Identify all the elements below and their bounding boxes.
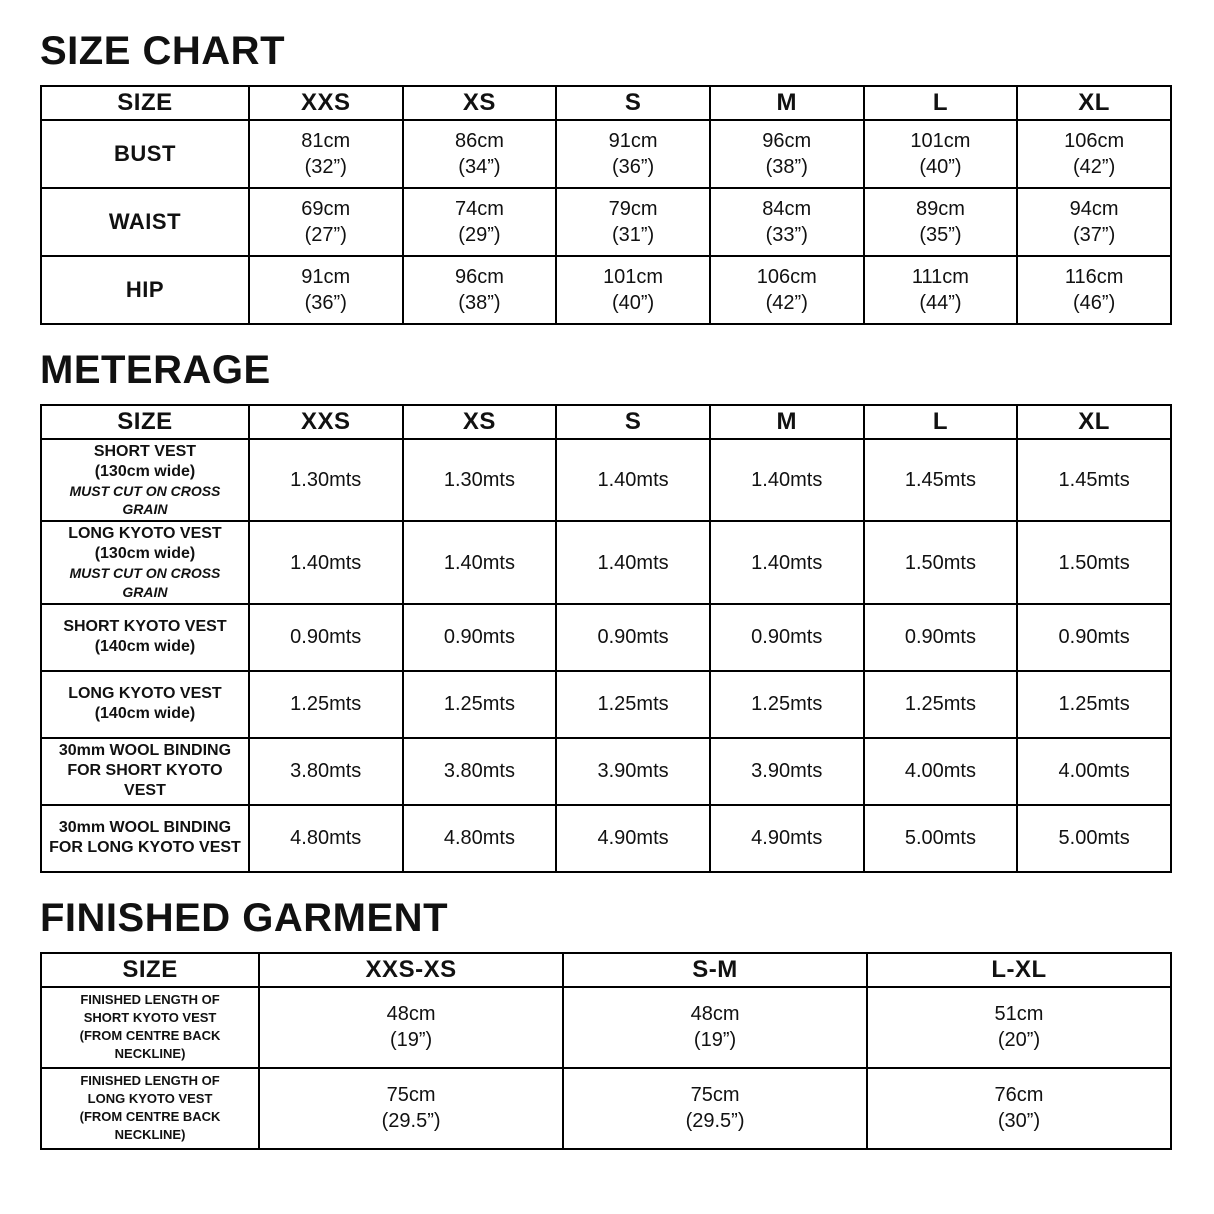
row-label-line: 30mm WOOL BINDING [58, 742, 232, 760]
table-cell [867, 1068, 1171, 1149]
cell-value-line: 1.30mts [290, 469, 362, 492]
cell-value-line: 1.40mts [597, 551, 669, 574]
table-cell [563, 1068, 867, 1149]
row-label-line: FINISHED LENGTH OF [80, 1072, 220, 1088]
table-cell [249, 738, 403, 805]
table-cell [563, 987, 867, 1068]
row-label-line: LONG KYOTO VEST [87, 1091, 213, 1107]
row-label-line: LONG KYOTO VEST [68, 685, 222, 703]
table-cell [556, 671, 710, 738]
table-row [41, 987, 1171, 1068]
column-header: M [710, 86, 864, 120]
cell-value-line: 84cm [762, 198, 812, 220]
cell-value-line: 4.90mts [597, 827, 669, 850]
row-label-line: (140cm wide) [94, 705, 196, 723]
cell-value-line: 101cm [910, 130, 971, 152]
cell-value-line: 1.45mts [904, 469, 976, 492]
meterage-title: METERAGE [40, 348, 271, 392]
meterage-section [40, 349, 1172, 873]
table-cell [710, 120, 864, 188]
table-row [41, 188, 1171, 256]
column-header: XL [1017, 405, 1171, 439]
cell-value-line: 0.90mts [1058, 626, 1130, 649]
row-label-line: FOR LONG KYOTO VEST [49, 839, 241, 857]
cell-value-line: 1.40mts [290, 551, 362, 574]
cell-value-line: 96cm [454, 266, 504, 288]
table-cell [864, 671, 1018, 738]
cell-value-line: 94cm [1069, 198, 1119, 220]
table-cell [710, 188, 864, 256]
row-label-line: (FROM CENTRE BACK NECKLINE) [79, 1028, 221, 1062]
cell-value-line: 1.50mts [904, 551, 976, 574]
cell-value-line: 89cm [915, 198, 965, 220]
table-cell [556, 805, 710, 872]
cell-value-line: 91cm [608, 130, 658, 152]
cell-value-line: 96cm [762, 130, 812, 152]
cell-value-line: 86cm [454, 130, 504, 152]
cell-value-line: (44”) [919, 292, 962, 314]
table-cell [403, 439, 557, 521]
cell-value-line: (32”) [304, 156, 347, 178]
column-header: M [710, 405, 864, 439]
cell-value-line: 1.40mts [443, 551, 515, 574]
row-label-line: (130cm wide) [94, 545, 196, 563]
cell-value-line: (40”) [611, 292, 655, 314]
row-label [41, 805, 249, 872]
row-label-line: SHORT KYOTO VEST [83, 1010, 217, 1026]
column-header: S-M [563, 953, 867, 987]
table-cell [867, 987, 1171, 1068]
column-header: S [556, 405, 710, 439]
cell-value-line: (36”) [611, 156, 655, 178]
meterage-table [40, 404, 1172, 873]
cell-value-line: (19”) [389, 1029, 433, 1052]
cell-value-line: (36”) [304, 292, 347, 314]
row-label [41, 521, 249, 603]
table-cell [1017, 521, 1171, 603]
cell-value-line: (40”) [919, 156, 962, 178]
cell-value-line: 1.25mts [597, 693, 669, 716]
table-cell [403, 256, 557, 324]
table-row [41, 120, 1171, 188]
table-cell [556, 439, 710, 521]
cell-value-line: 1.25mts [443, 693, 515, 716]
table-cell [556, 738, 710, 805]
table-cell [403, 671, 557, 738]
row-label [41, 256, 249, 324]
table-cell [1017, 120, 1171, 188]
column-header: L [864, 86, 1018, 120]
cell-value-line: 1.25mts [1058, 693, 1130, 716]
cell-value-line: 0.90mts [290, 626, 362, 649]
cell-value-line: (20”) [997, 1029, 1041, 1052]
finished-garment-title: FINISHED GARMENT [40, 895, 448, 940]
cell-value-line: (33”) [765, 224, 808, 246]
table-cell [864, 738, 1018, 805]
column-header: XXS [249, 86, 403, 120]
cell-value-line: 1.40mts [751, 469, 823, 492]
table-cell [249, 521, 403, 603]
row-label-line: BUST [114, 140, 176, 166]
table-row [41, 604, 1171, 671]
column-header: S [556, 86, 710, 120]
table-cell [1017, 671, 1171, 738]
row-label-line: HIP [125, 276, 165, 302]
row-label-line: LONG KYOTO VEST [68, 525, 222, 543]
cell-value-line: 69cm [301, 198, 351, 220]
cell-value-line: (29.5”) [381, 1110, 441, 1133]
cell-value-line: (29.5”) [685, 1110, 745, 1133]
cell-value-line: 106cm [756, 266, 817, 288]
table-cell [556, 521, 710, 603]
column-header: XXS-XS [259, 953, 563, 987]
size-chart-section [40, 30, 1172, 325]
cell-value-line: 4.00mts [1058, 760, 1130, 783]
cell-value-line: 0.90mts [443, 626, 515, 649]
size-chart-title: SIZE CHART [40, 29, 285, 73]
cell-value-line: 51cm [994, 1003, 1044, 1026]
cell-value-line: 3.80mts [443, 760, 515, 783]
table-cell [403, 805, 557, 872]
cell-value-line: 75cm [386, 1084, 436, 1107]
cell-value-line: 3.80mts [290, 760, 362, 783]
column-header: SIZE [41, 953, 259, 987]
cell-value-line: 116cm [1064, 266, 1124, 288]
cell-value-line: 4.00mts [904, 760, 976, 783]
cell-value-line: 79cm [608, 198, 658, 220]
row-label-line: SHORT KYOTO VEST [63, 618, 227, 636]
cell-value-line: (38”) [458, 292, 501, 314]
row-label-line: (130cm wide) [94, 463, 196, 480]
cell-value-line: 3.90mts [751, 760, 823, 783]
header-row [41, 86, 1171, 120]
cell-value-line: 75cm [690, 1084, 740, 1107]
table-cell [864, 805, 1018, 872]
header-row [41, 953, 1171, 987]
table-cell [710, 439, 864, 521]
cell-value-line: 106cm [1064, 130, 1125, 152]
table-row [41, 256, 1171, 324]
finished-garment-table [40, 952, 1172, 1150]
cell-value-line: 4.80mts [290, 827, 362, 850]
cell-value-line: (42”) [765, 292, 808, 314]
table-cell [249, 439, 403, 521]
cell-value-line: 0.90mts [597, 626, 669, 649]
table-cell [710, 256, 864, 324]
table-cell [710, 671, 864, 738]
cell-value-line: 4.90mts [751, 827, 823, 850]
table-cell [259, 1068, 563, 1149]
cell-value-line: (37”) [1073, 224, 1116, 246]
table-cell [249, 604, 403, 671]
cell-value-line: 0.90mts [751, 626, 823, 649]
cell-value-line: 101cm [603, 266, 664, 288]
cell-value-line: (34”) [458, 156, 501, 178]
cell-value-line: 5.00mts [1058, 827, 1130, 850]
cell-value-line: 1.30mts [443, 469, 515, 492]
table-cell [403, 120, 557, 188]
table-row [41, 671, 1171, 738]
cell-value-line: 4.80mts [443, 827, 515, 850]
finished-garment-section [40, 897, 1172, 1150]
cell-value-line: (38”) [765, 156, 808, 178]
cell-value-line: 48cm [690, 1003, 740, 1026]
table-cell [249, 256, 403, 324]
table-cell [403, 738, 557, 805]
cell-value-line: 3.90mts [597, 760, 669, 783]
cell-value-line: (31”) [611, 224, 655, 246]
table-row [41, 1068, 1171, 1149]
cell-value-line: (46”) [1073, 292, 1116, 314]
cell-value-line: 111cm [911, 266, 969, 288]
row-label-line: MUST CUT ON CROSS GRAIN [69, 565, 221, 600]
column-header: SIZE [41, 405, 249, 439]
cell-value-line: 1.25mts [751, 693, 823, 716]
cell-value-line: 48cm [386, 1003, 436, 1026]
table-cell [249, 120, 403, 188]
cell-value-line: 1.25mts [290, 693, 362, 716]
row-label [41, 987, 259, 1068]
table-cell [403, 188, 557, 256]
row-label-line: (FROM CENTRE BACK NECKLINE) [79, 1109, 221, 1143]
table-cell [403, 521, 557, 603]
table-cell [249, 188, 403, 256]
row-label [41, 738, 249, 805]
cell-value-line: 1.40mts [751, 551, 823, 574]
cell-value-line: 1.40mts [597, 469, 669, 492]
cell-value-line: 74cm [454, 198, 504, 220]
row-label [41, 604, 249, 671]
column-header: L-XL [867, 953, 1171, 987]
row-label-line: FINISHED LENGTH OF [80, 991, 220, 1007]
table-cell [864, 604, 1018, 671]
column-header: L [864, 405, 1018, 439]
table-row [41, 521, 1171, 603]
cell-value-line: (29”) [458, 224, 501, 246]
table-cell [864, 521, 1018, 603]
row-label-line: MUST CUT ON CROSS GRAIN [69, 483, 221, 518]
row-label-line: SHORT VEST [93, 443, 197, 460]
table-cell [1017, 604, 1171, 671]
cell-value-line: 1.50mts [1058, 551, 1130, 574]
cell-value-line: 81cm [301, 130, 351, 152]
table-cell [259, 987, 563, 1068]
cell-value-line: 91cm [301, 266, 351, 288]
row-label [41, 188, 249, 256]
column-header: SIZE [41, 86, 249, 120]
cell-value-line: (30”) [997, 1110, 1041, 1133]
row-label-line: (140cm wide) [94, 638, 196, 656]
row-label-line: 30mm WOOL BINDING [58, 819, 232, 837]
cell-value-line: (42”) [1073, 156, 1116, 178]
table-cell [1017, 256, 1171, 324]
table-cell [556, 188, 710, 256]
table-cell [1017, 738, 1171, 805]
table-cell [1017, 805, 1171, 872]
row-label [41, 1068, 259, 1149]
table-cell [249, 671, 403, 738]
row-label [41, 671, 249, 738]
table-cell [864, 120, 1018, 188]
table-cell [864, 439, 1018, 521]
table-cell [1017, 188, 1171, 256]
table-row [41, 738, 1171, 805]
row-label-line: WAIST [108, 208, 182, 234]
table-cell [710, 738, 864, 805]
column-header: XL [1017, 86, 1171, 120]
cell-value-line: 1.25mts [904, 693, 976, 716]
column-header: XS [403, 405, 557, 439]
table-cell [864, 188, 1018, 256]
row-label-line: FOR SHORT KYOTO VEST [67, 762, 223, 800]
row-label [41, 439, 249, 521]
table-row [41, 439, 1171, 521]
table-cell [710, 604, 864, 671]
table-cell [556, 120, 710, 188]
cell-value-line: 0.90mts [904, 626, 976, 649]
cell-value-line: 76cm [994, 1084, 1044, 1107]
cell-value-line: 1.45mts [1058, 469, 1130, 492]
cell-value-line: (19”) [693, 1029, 737, 1052]
table-cell [403, 604, 557, 671]
column-header: XXS [249, 405, 403, 439]
column-header: XS [403, 86, 557, 120]
table-cell [710, 521, 864, 603]
size-chart-table [40, 85, 1172, 325]
row-label [41, 120, 249, 188]
header-row [41, 405, 1171, 439]
table-cell [249, 805, 403, 872]
cell-value-line: 5.00mts [904, 827, 976, 850]
table-cell [1017, 439, 1171, 521]
table-cell [556, 256, 710, 324]
table-cell [710, 805, 864, 872]
table-row [41, 805, 1171, 872]
table-cell [864, 256, 1018, 324]
cell-value-line: (27”) [304, 224, 347, 246]
table-cell [556, 604, 710, 671]
cell-value-line: (35”) [919, 224, 962, 246]
